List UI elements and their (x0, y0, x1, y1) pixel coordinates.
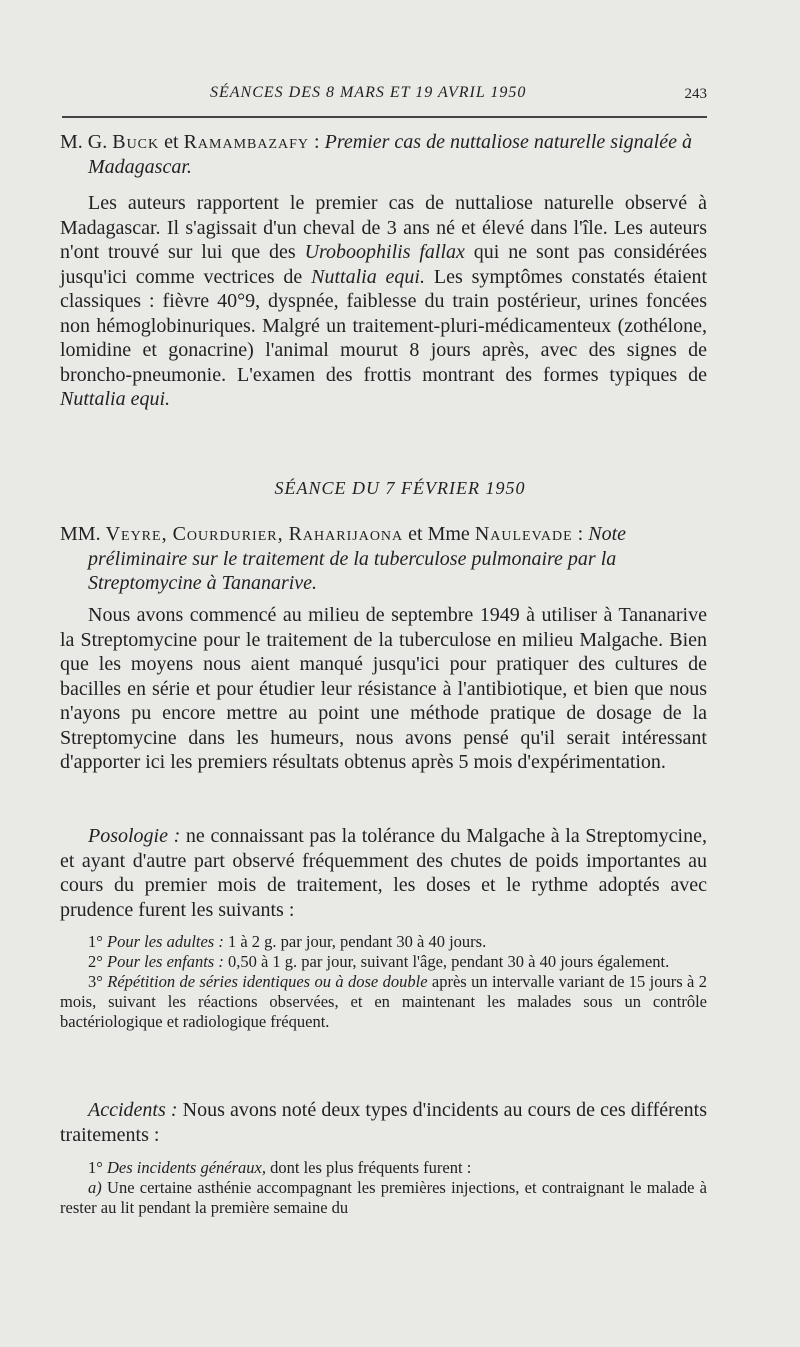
author-ramambazafy: Ramambazafy (183, 131, 310, 153)
authors-prefix: MM. (60, 523, 101, 545)
article1-heading-line (60, 130, 707, 179)
item-text: 0,50 à 1 g. par jour, suivant l'âge, pendant 30 à 40 jours également. (223, 952, 670, 971)
list-item (60, 952, 707, 972)
species-name: Nuttalia equi. (311, 265, 425, 288)
item-a-label: a) (88, 1178, 102, 1197)
body-text: Les symptômes constatés étaient classiques : fièvre 40°9, dyspnée, faiblesse du train postérieur, urines foncées non hémoglobinuriques. Malgré un traitement-pluri-médicamenteux (zothélone, lomidine et gonacrine) l'animal mourut 8 jours après, avec des signes de broncho-pneumonie. L'examen des frottis montrant des formes typiques de (60, 265, 707, 386)
item-text: après un intervalle variant de 15 jours à 2 mois, suivant les réactions observées, et en maintenant les malades sous un contrôle bactériologique et radiologique fréquent. (60, 972, 708, 1031)
article1-title: Premier cas de nuttaliose naturelle signalée à Madagascar. (88, 131, 692, 178)
author-veyre: Veyre, (105, 523, 168, 545)
accidents-paragraph (60, 1098, 707, 1147)
running-header (60, 84, 707, 108)
page-number: 243 (684, 86, 707, 102)
item-a-text: Une certaine asthénie accompagnant les premières injections, et contraignant le malade à rester au lit pendant la première semaine du (60, 1178, 707, 1217)
item-number: 3° (88, 972, 103, 991)
article1-heading (60, 130, 707, 179)
posologie-label: Posologie : (88, 825, 181, 847)
author-buck: Buck (112, 131, 160, 153)
incidents-section (60, 1158, 707, 1218)
authors-prefix: M. G. (60, 131, 108, 153)
article1-body (60, 191, 707, 412)
article2-heading (60, 522, 707, 596)
item-label: Pour les adultes : (106, 932, 224, 951)
accidents-label: Accidents : (88, 1099, 178, 1121)
session-title: SÉANCE DU 7 FÉVRIER 1950 (274, 478, 526, 498)
posologie-paragraph (60, 824, 707, 922)
conjunction: et (164, 131, 179, 153)
species-name: Uroboophilis fallax (304, 241, 465, 263)
posologie-text: ne connaissant pas la tolérance du Malgache à la Streptomycine, et ayant d'autre part observé fréquemment des chutes de poids importantes au cours du premier mois de traitement, les doses et le rythme adoptés avec prudence furent les suivants : (60, 825, 707, 921)
dosage-list (60, 932, 707, 1032)
header-rule (62, 116, 707, 118)
heading-colon: : (314, 131, 320, 153)
incidents-line (60, 1158, 707, 1178)
article2-heading-line (60, 522, 707, 596)
author-courdurier: Courdurier, (172, 523, 284, 545)
posologie-section (60, 824, 707, 922)
item-label: Répétition de séries identiques ou à dose double (107, 972, 428, 991)
item-a (60, 1178, 707, 1218)
article2-title: Note préliminaire sur le traitement de la tuberculose pulmonaire par la Streptomycine à Tananarive. (88, 523, 627, 594)
body-text: Les auteurs rapportent le premier cas de nuttaliose naturelle observé à Madagascar. Il s'agissait d'un cheval de 3 ans né et élevé dans l'île. Les auteurs n'ont trouvé sur lui que des (60, 192, 707, 263)
accidents-section (60, 1098, 707, 1147)
incidents-number: 1° (88, 1158, 103, 1177)
accidents-text: Nous avons noté deux types d'incidents au cours de ces différents traitements : (60, 1099, 707, 1146)
list-item (60, 932, 707, 952)
list-item (60, 972, 707, 1032)
item-number: 2° (88, 952, 103, 971)
running-title: SÉANCES DES 8 MARS ET 19 AVRIL 1950 (210, 84, 527, 101)
item-number: 1° (88, 932, 103, 951)
author-raharijaona: Raharijaona (288, 523, 404, 545)
incidents-label: Des incidents généraux, (106, 1158, 266, 1177)
intro-paragraph: Nous avons commencé au milieu de septembre 1949 à utiliser à Tananarive la Streptomycine pour le traitement de la tuberculose en milieu Malgache. Bien que les moyens nous aient manqué jusqu'ici pour pratiquer des cultures de bacilles en série et pour étudier leur résistance à l'antibiotique, et bien que nous n'ayons pu encore mettre au point une méthode pratique de dosage de la Streptomycine dans les humeurs, nous avons pensé qu'il serait intéressant d'apporter ici les premiers résultats obtenus après 5 mois d'expérimentation. (60, 604, 707, 773)
incidents-text: dont les plus fréquents furent : (265, 1158, 472, 1177)
item-text: 1 à 2 g. par jour, pendant 30 à 40 jours. (223, 932, 487, 951)
article1-paragraph (60, 191, 707, 412)
item-label: Pour les enfants : (106, 952, 224, 971)
heading-colon: : (577, 523, 584, 545)
conjunction: et Mme (408, 523, 470, 545)
body-text: qui ne sont pas considérées jusqu'ici comme vectrices de (60, 241, 707, 288)
author-naulevade: Naulevade (474, 523, 573, 545)
article2-intro (60, 603, 707, 775)
species-name: Nuttalia equi. (60, 388, 170, 410)
